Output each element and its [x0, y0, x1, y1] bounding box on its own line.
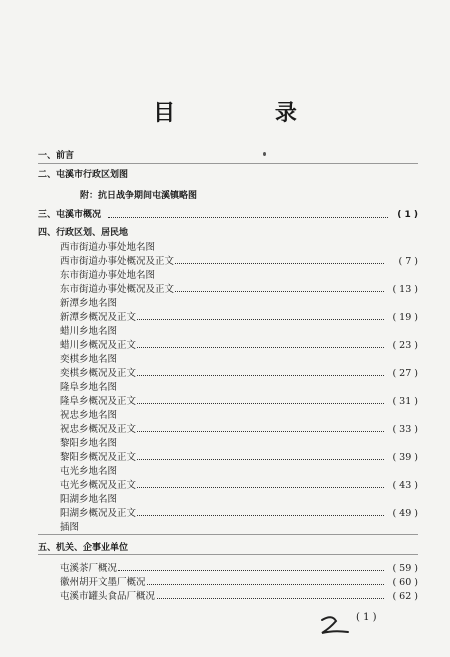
toc-entry-illustrations: 插图	[60, 522, 80, 533]
toc-entry-appendix-map: 附：抗日战争期间屯溪镇略图	[80, 191, 198, 201]
toc-entry: 屯溪市罐头食品厂概况 ( 62 )	[60, 591, 418, 602]
handwritten-mark	[318, 614, 354, 636]
toc-entry: 奕棋乡概况及正文 ( 27 )	[60, 368, 418, 379]
toc-entry: 祝忠乡地名图	[60, 410, 118, 421]
toc-entry: 东市街道办事处概况及正文 ( 13 )	[60, 284, 418, 295]
toc-entry: 蜡川乡概况及正文 ( 23 )	[60, 340, 418, 351]
toc-entry: 黎阳乡概况及正文 ( 39 )	[60, 452, 418, 463]
toc-entry-admin-division: 四、行政区划、居民地	[38, 228, 129, 238]
section-divider	[38, 554, 418, 555]
page-title: 目 录	[153, 100, 343, 126]
toc-entry-preface: 一、前言	[38, 151, 75, 161]
toc-entry: 西市街道办事处概况及正文 ( 7 )	[60, 256, 418, 267]
toc-entry: 隆阜乡概况及正文 ( 31 )	[60, 396, 418, 407]
toc-entry: 奕棋乡地名图	[60, 354, 118, 365]
toc-entry: 屯溪茶厂概况 ( 59 )	[60, 563, 418, 574]
toc-entry-institutions: 五、机关、企事业单位	[38, 543, 129, 553]
toc-entry: 西市街道办事处地名图	[60, 242, 156, 253]
toc-entry: 祝忠乡概况及正文 ( 33 )	[60, 424, 418, 435]
toc-entry-overview: 三、屯溪市概况 ( 1 )	[38, 210, 418, 220]
toc-entry: 屯光乡地名图	[60, 466, 118, 477]
page-number: ( 1 )	[356, 612, 377, 623]
toc-entry: 东市街道办事处地名图	[60, 270, 156, 281]
toc-entry: 屯光乡概况及正文 ( 43 )	[60, 480, 418, 491]
toc-entry: 徽州胡开文墨厂概况 ( 60 )	[60, 577, 418, 588]
section-divider	[38, 163, 418, 164]
toc-entry: 新潭乡概况及正文 ( 19 )	[60, 312, 418, 323]
toc-entry-admin-map: 二、屯溪市行政区划图	[38, 170, 129, 180]
toc-entry: 阳湖乡地名图	[60, 494, 118, 505]
section-divider	[38, 534, 418, 535]
toc-entry: 隆阜乡地名图	[60, 382, 118, 393]
toc-entry: 阳湖乡概况及正文 ( 49 )	[60, 508, 418, 519]
toc-entry: 新潭乡地名图	[60, 298, 118, 309]
toc-entry: 黎阳乡地名图	[60, 438, 118, 449]
toc-entry: 蜡川乡地名图	[60, 326, 118, 337]
